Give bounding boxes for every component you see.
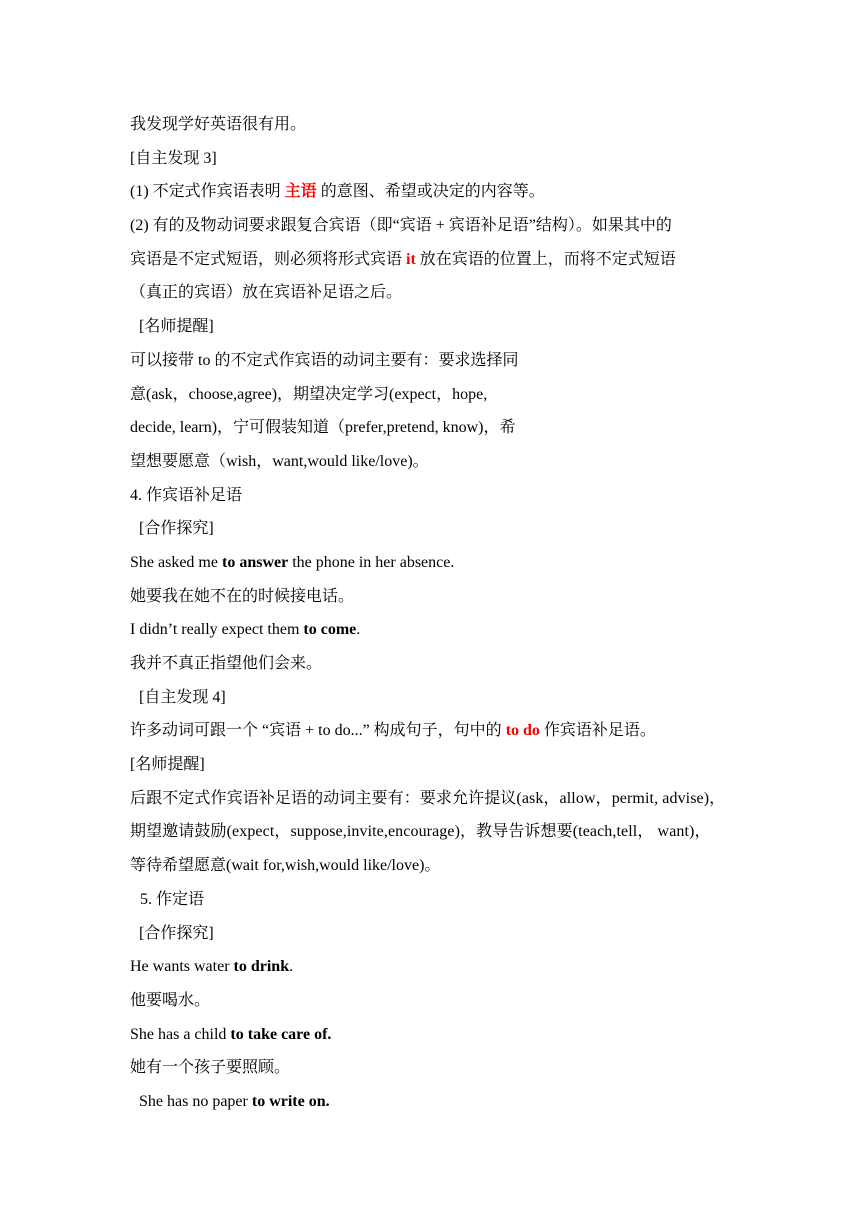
text-line — [130, 276, 770, 310]
section-heading — [130, 142, 770, 176]
text-run: 后跟不定式作宾语补足语的动词主要有：要求允许提议(ask，allow，permit, advise)， — [130, 789, 726, 807]
text-line — [130, 344, 770, 378]
example-sentence — [130, 546, 770, 580]
section-heading — [130, 917, 770, 951]
section-heading — [130, 883, 770, 917]
highlight-term: it — [406, 250, 416, 268]
text-run: 等待希望愿意(wait for,wish,would like/love)。 — [130, 857, 441, 875]
text-run: 许多动词可跟一个 “宾语 + to do...” 构成句子，句中的 — [130, 722, 506, 740]
text-line — [130, 411, 770, 445]
translation-line — [130, 580, 770, 614]
text-run: 她要我在她不在的时候接电话。 — [130, 587, 355, 605]
text-run: 我并不真正指望他们会来。 — [130, 655, 323, 672]
text-run: 作宾语补足语。 — [539, 722, 656, 740]
text-run: 4. 作宾语补足语 — [130, 486, 243, 504]
text-run: [自主发现 4] — [139, 688, 226, 706]
text-line — [130, 108, 770, 142]
example-sentence — [130, 613, 770, 647]
translation-line — [130, 647, 770, 681]
highlight-term: to do — [505, 722, 540, 740]
text-run: 她有一个孩子要照顾。 — [130, 1059, 291, 1077]
text-line — [130, 849, 770, 883]
text-run: 期望邀请鼓励(expect，suppose,invite,encourage)，教导告诉想要(teach,tell， want)， — [130, 823, 711, 841]
text-line — [130, 815, 770, 849]
section-heading — [130, 479, 770, 513]
section-heading — [130, 681, 770, 715]
example-sentence — [130, 950, 770, 984]
text-run: She has a child — [130, 1025, 231, 1043]
text-line — [130, 445, 770, 479]
section-heading — [130, 748, 770, 782]
text-run: [名师提醒] — [130, 756, 205, 774]
text-line — [130, 209, 770, 243]
text-line — [130, 378, 770, 412]
text-run: [合作探究] — [139, 924, 214, 942]
text-run: 我发现学好英语很有用。 — [130, 116, 307, 133]
text-run: (1) 不定式作宾语表明 — [130, 183, 285, 201]
text-line — [130, 175, 770, 209]
example-sentence — [130, 1018, 770, 1052]
text-run: 意(ask，choose,agree)，期望决定学习(expect，hope, — [130, 385, 488, 403]
text-run: [名师提醒] — [139, 318, 214, 336]
text-line — [130, 714, 770, 748]
text-run: the phone in her absence. — [288, 553, 455, 571]
document-body — [130, 108, 770, 1119]
bold-term: to write on. — [251, 1092, 330, 1110]
text-run: 他要喝水。 — [130, 991, 211, 1009]
bold-term: to take care of. — [230, 1025, 332, 1043]
bold-term: to answer — [221, 553, 289, 571]
section-heading — [130, 512, 770, 546]
text-run: She has no paper — [139, 1092, 252, 1110]
text-run: I didn’t really expect them — [130, 621, 304, 639]
translation-line — [130, 1051, 770, 1085]
text-run: decide, learn)，宁可假装知道（prefer,pretend, know)，希 — [130, 419, 516, 437]
bold-term: to come — [303, 621, 357, 639]
text-run: . — [289, 958, 294, 976]
text-run: 宾语是不定式短语，则必须将形式宾语 — [130, 250, 407, 268]
bold-term: to drink — [233, 958, 290, 976]
text-line — [130, 243, 770, 277]
text-run: 5. 作定语 — [140, 890, 205, 908]
text-run: 可以接带 to 的不定式作宾语的动词主要有：要求选择同 — [130, 351, 519, 369]
text-run: (2) 有的及物动词要求跟复合宾语（即“宾语 + 宾语补足语”结构）。如果其中的 — [130, 217, 672, 235]
text-run: 的意图、希望或决定的内容等。 — [316, 183, 545, 201]
translation-line — [130, 984, 770, 1018]
text-run: She asked me — [130, 553, 222, 571]
text-run: [合作探究] — [139, 520, 214, 538]
text-run: [自主发现 3] — [130, 149, 217, 167]
example-sentence — [130, 1085, 770, 1119]
text-run: 望想要愿意（wish，want,would like/love)。 — [130, 452, 429, 470]
highlight-term: 主语 — [284, 183, 317, 201]
text-run: . — [356, 621, 361, 639]
text-run: He wants water — [130, 958, 234, 976]
text-run: （真正的宾语）放在宾语补足语之后。 — [130, 284, 403, 302]
text-run: 放在宾语的位置上，而将不定式短语 — [415, 250, 676, 268]
section-heading — [130, 310, 770, 344]
text-line — [130, 782, 770, 816]
